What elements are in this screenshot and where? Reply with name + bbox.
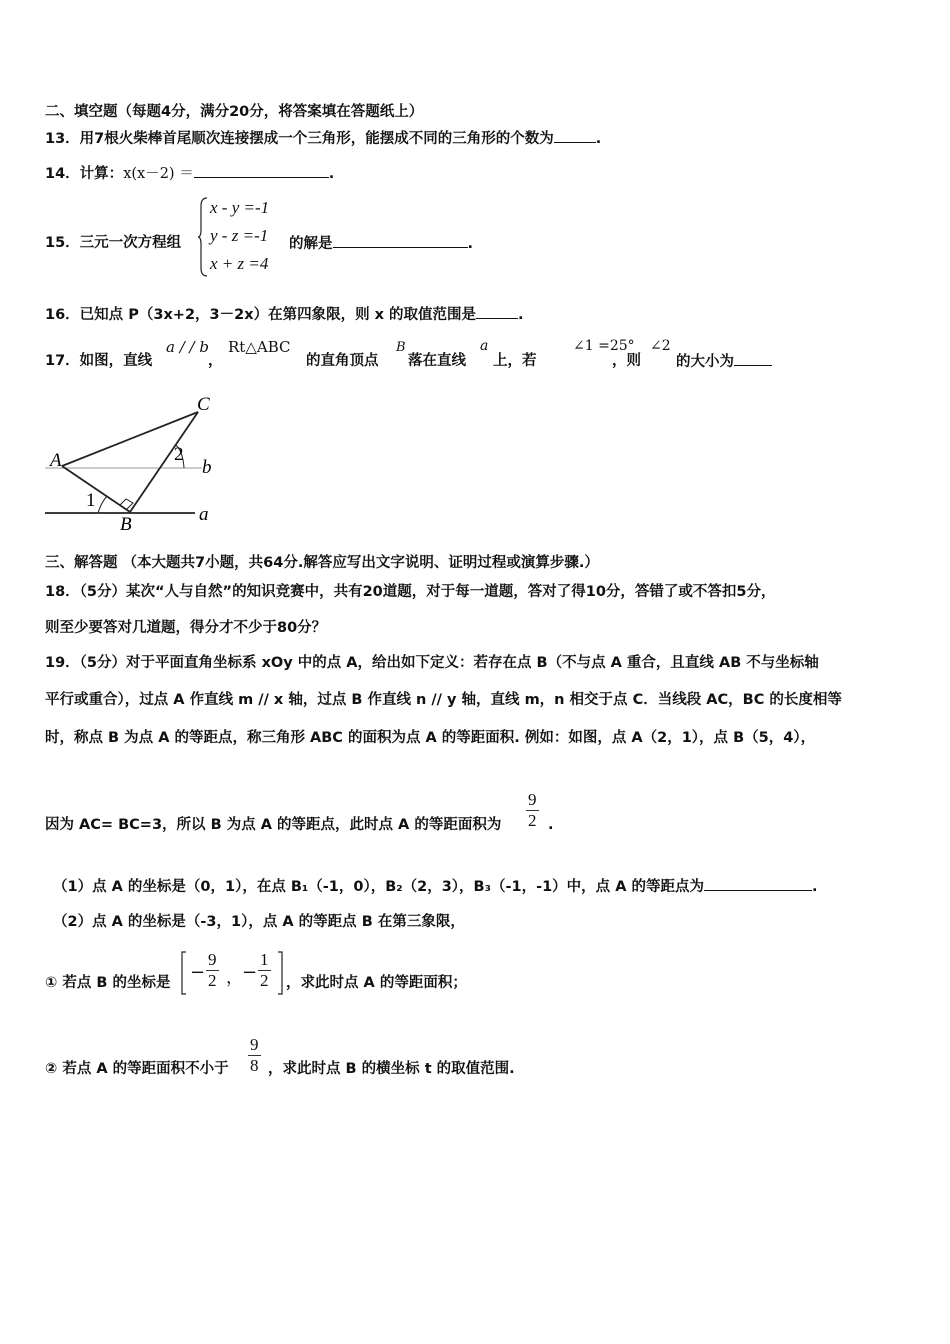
q17-text-line: 落在直线: [408, 353, 466, 369]
q15-prefix: 15．三元一次方程组: [45, 235, 182, 251]
segment-ab: [62, 466, 130, 512]
answer-blank[interactable]: [333, 233, 468, 248]
geometry-figure: [40, 390, 230, 535]
parallel-lines-expr: a / / b: [166, 338, 209, 356]
answer-blank[interactable]: [704, 876, 812, 891]
fraction-numerator: 9: [250, 1035, 259, 1054]
left-paren-icon: [180, 950, 188, 996]
minus-sign: −: [242, 962, 258, 983]
question-15: [45, 233, 181, 253]
fraction-numerator: 9: [528, 790, 537, 809]
answer-blank[interactable]: [476, 304, 518, 319]
angle1-arc: [98, 496, 107, 513]
label-1: 1: [86, 490, 96, 511]
right-paren-icon: [276, 950, 284, 996]
label-B: B: [120, 514, 132, 535]
label-a: a: [199, 504, 209, 525]
q19-part1: [53, 876, 818, 897]
point-b-expr: B: [396, 340, 406, 355]
q17-text-then: ，则: [612, 353, 641, 369]
q18-line1: 18．（5分）某次“人与自然”的知识竞赛中，共有20道题，对于每一道题，答对了得10分，答错了或不答扣5分，: [45, 584, 776, 600]
label-2: 2: [174, 444, 184, 465]
fraction-neg-nine-halves: [206, 950, 219, 991]
q13-end: .: [595, 131, 602, 147]
fraction-denominator: 8: [250, 1056, 259, 1075]
q13-text: 13．用7根火柴棒首尾顺次连接摆成一个三角形，能摆成不同的三角形的个数为: [45, 131, 554, 147]
answer-blank[interactable]: [734, 351, 772, 366]
fraction-numerator: 9: [208, 950, 217, 969]
q15-end: .: [467, 236, 474, 252]
q19-line4-text: 因为 AC= BC=3，所以 B 为点 A 的等距点，此时点 A 的等距面积为: [45, 817, 502, 833]
fraction-numerator: 1: [260, 950, 269, 969]
comma: ，: [226, 968, 243, 988]
angle2-expr: ∠2: [650, 338, 671, 354]
q18-line2: 则至少要答对几道题，得分才不少于80分？: [45, 620, 327, 636]
answer-blank[interactable]: [194, 163, 329, 178]
q17-text-size-label: 的大小为: [676, 354, 734, 370]
answer-blank[interactable]: [554, 128, 596, 143]
segment-bc: [130, 412, 198, 512]
comma: ，: [208, 353, 223, 369]
q14-prefix: 14．计算：: [45, 166, 124, 182]
fraction-nine-eighths: [248, 1035, 261, 1076]
fraction-denominator: 2: [208, 971, 217, 990]
q14-end: .: [328, 166, 335, 182]
line-a-expr: a: [480, 338, 489, 354]
q16-text: 16．已知点 P（3x+2，3－2x）在第四象限，则 x 的取值范围是: [45, 307, 477, 323]
section-header: 二、填空题（每题4分，满分20分，将答案填在答题纸上）: [45, 104, 424, 120]
fraction-denominator: 2: [260, 971, 269, 990]
brace-icon: [197, 196, 209, 278]
label-b: b: [202, 457, 212, 478]
q15-suffix: 的解是: [289, 236, 333, 252]
q19-part1-text: （1）点 A 的坐标是（0，1），在点 B₁（-1，0），B₂（2，3），B₃（-1，-1）中，点 A 的等距点为: [53, 879, 704, 895]
equation-2: y - z =-1: [210, 226, 269, 245]
q19-sub2-prefix: ② 若点 A 的等距面积不小于: [45, 1061, 229, 1077]
question-15-answer: [289, 233, 473, 254]
question-13: [45, 128, 601, 149]
q19-sub2-suffix: ，求此时点 B 的横坐标 t 的取值范围.: [268, 1061, 515, 1077]
fraction-nine-halves: [526, 790, 539, 831]
label-A: A: [50, 450, 62, 471]
triangle-expr: Rt△ABC: [228, 338, 291, 356]
q16-end: .: [518, 307, 524, 323]
q17-text-if: 上，若: [493, 353, 537, 369]
fraction-denominator: 2: [528, 811, 537, 830]
section-header: 三、解答题 （本大题共7小题，共64分.解答应写出文字说明、证明过程或演算步骤.）: [45, 555, 599, 571]
q17-text-vertex: 的直角顶点: [306, 353, 379, 369]
q17-text-size: [676, 351, 772, 372]
question-14: [45, 163, 334, 184]
equation-system: [210, 194, 269, 278]
period: .: [548, 817, 554, 833]
q19-line3: 时，称点 B 为点 A 的等距点，称三角形 ABC 的面积为点 A 的等距面积. 例如：如图，点 A（2，1），点 B（5，4），: [45, 730, 816, 746]
q19-line4: [45, 815, 501, 835]
q19-part2: （2）点 A 的坐标是（-3，1），点 A 的等距点 B 在第三象限，: [53, 914, 465, 930]
fraction-neg-one-half: [258, 950, 271, 991]
equation-1: x - y =-1: [210, 198, 270, 217]
question-16: [45, 304, 524, 325]
equation-3: x + z =4: [210, 254, 269, 273]
q19-part1-end: .: [812, 879, 818, 895]
minus-sign: −: [190, 962, 206, 983]
label-C: C: [197, 394, 210, 415]
q19-line2: 平行或重合），过点 A 作直线 m // x 轴，过点 B 作直线 n // y 轴，直线 m，n 相交于点 C．当线段 AC，BC 的长度相等: [45, 692, 842, 708]
q19-sub1-prefix: ① 若点 B 的坐标是: [45, 975, 171, 991]
q19-line1: 19．（5分）对于平面直角坐标系 xOy 中的点 A，给出如下定义：若存在点 B（不与点 A 重合，且直线 AB 不与坐标轴: [45, 655, 819, 671]
question-17-label: 17．如图，直线: [45, 353, 153, 369]
angle1-expr: ∠1 =25°: [573, 338, 635, 354]
q14-expression: x(x－2) ＝: [123, 166, 194, 182]
q19-sub1-suffix: ，求此时点 A 的等距面积；: [286, 975, 467, 991]
